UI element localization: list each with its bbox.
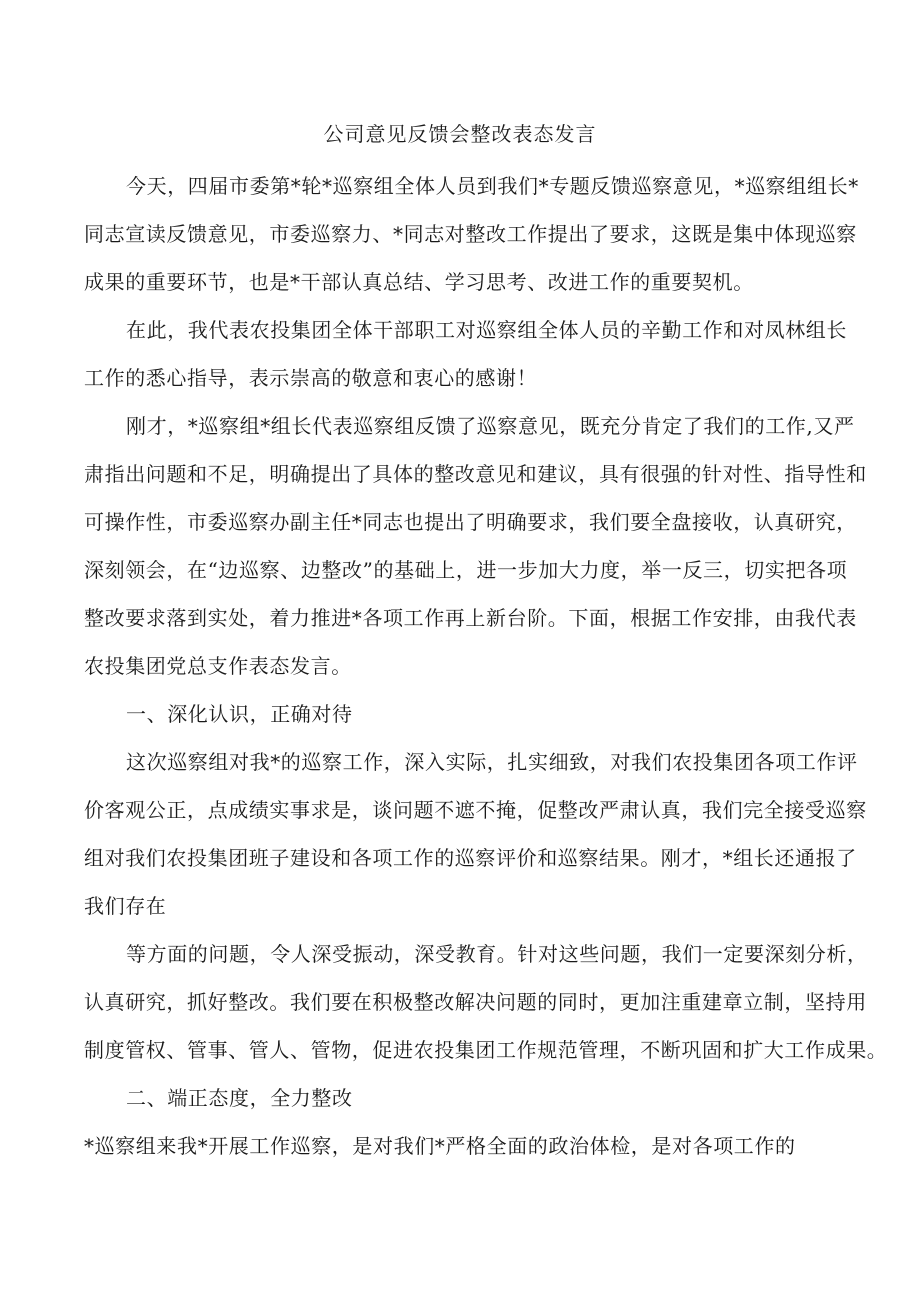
paragraph-line: 可操作性，市委巡察办副主任*同志也提出了明确要求，我们要全盘接收，认真研究， <box>84 510 857 534</box>
paragraph-line: 同志宣读反馈意见，市委巡察力、*同志对整改工作提出了要求，这既是集中体现巡察 <box>84 222 857 246</box>
paragraph-line: 在此，我代表农投集团全体干部职工对巡察组全体人员的辛勤工作和对凤林组长 <box>126 318 847 342</box>
paragraph-line: 刚才，*巡察组*组长代表巡察组反馈了巡察意见，既充分肯定了我们的工作,又严 <box>126 414 855 438</box>
paragraph-line: 这次巡察组对我*的巡察工作，深入实际，扎实细致，对我们农投集团各项工作评 <box>126 750 858 774</box>
paragraph-line: 肃指出问题和不足，明确提出了具体的整改意见和建议，具有很强的针对性、指导性和 <box>84 462 867 486</box>
paragraph-line: 今天，四届市委第*轮*巡察组全体人员到我们*专题反馈巡察意见，*巡察组组长* <box>126 174 859 198</box>
paragraph-line: 成果的重要环节，也是*干部认真总结、学习思考、改进工作的重要契机。 <box>84 270 754 294</box>
paragraph-line: 工作的悉心指导，表示崇高的敬意和衷心的感谢！ <box>84 366 538 390</box>
document-title: 公司意见反馈会整改表态发言 <box>323 122 597 146</box>
paragraph-line: 等方面的问题，令人深受振动，深受教育。针对这些问题，我们一定要深刻分析， <box>126 942 868 966</box>
paragraph-line: 整改要求落到实处，着力推进*各项工作再上新台阶。下面，根据工作安排，由我代表 <box>84 606 857 630</box>
paragraph-line: 价客观公正，点成绩实事求是，谈问题不遮不掩，促整改严肃认真，我们完全接受巡察 <box>84 798 867 822</box>
paragraph-line: 我们存在 <box>84 894 167 918</box>
paragraph-line: 深刻领会，在“边巡察、边整改”的基础上，进一步加大力度，举一反三，切实把各项 <box>84 558 848 582</box>
paragraph-line: 制度管权、管事、管人、管物，促进农投集团工作规范管理，不断巩固和扩大工作成果。 <box>84 1038 888 1062</box>
section-heading: 一、深化认识，正确对待 <box>126 702 353 726</box>
paragraph-line: *巡察组来我*开展工作巡察，是对我们*严格全面的政治体检，是对各项工作的 <box>84 1134 796 1158</box>
section-heading: 二、端正态度，全力整改 <box>126 1086 353 1110</box>
paragraph-line: 农投集团党总支作表态发言。 <box>84 654 352 678</box>
paragraph-line: 认真研究，抓好整改。我们要在积极整改解决问题的同时，更加注重建章立制，坚持用 <box>84 990 867 1014</box>
paragraph-line: 组对我们农投集团班子建设和各项工作的巡察评价和巡察结果。刚才，*组长还通报了 <box>84 846 857 870</box>
